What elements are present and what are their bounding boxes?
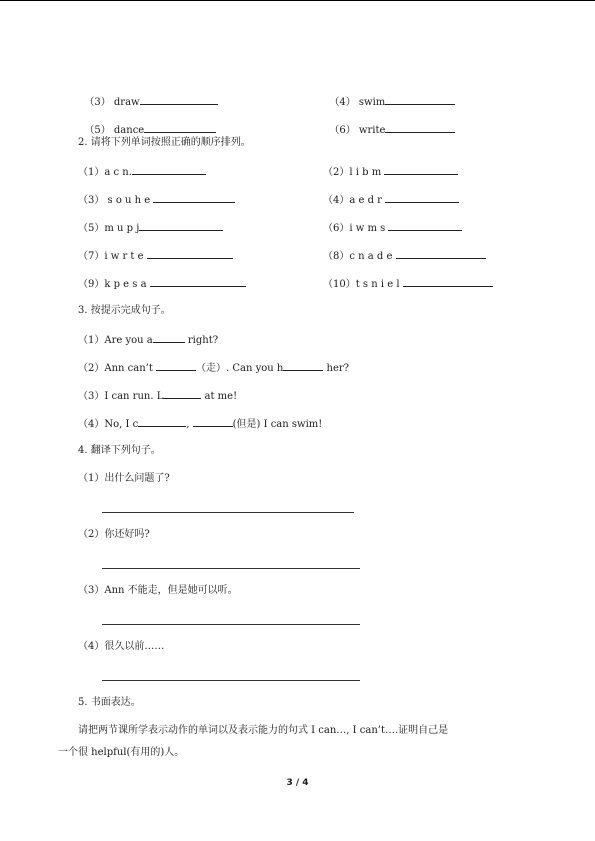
answer-blank[interactable] [138, 416, 186, 427]
question-5-dance [78, 108, 216, 138]
question-label: （10）t s n i e l [323, 279, 400, 290]
translation-prompt-1: （1）出什么问题了? [78, 473, 170, 484]
answer-blank[interactable] [140, 94, 218, 105]
answer-blank[interactable] [144, 122, 216, 133]
sentence-2 [78, 360, 349, 376]
sentence-text: （4）No, I c [78, 419, 139, 430]
sentence-3 [78, 388, 237, 404]
answer-blank[interactable] [385, 192, 459, 203]
writing-instruction-line-1: 请把两节课所学表示动作的单词以及表示能力的句式 I can…, I can’t….证明自己是 [78, 725, 449, 736]
answer-blank[interactable] [385, 94, 455, 105]
sentence-text: at me! [201, 391, 238, 402]
scramble-item [78, 248, 233, 264]
translation-prompt-2: （2）你还好吗? [78, 529, 150, 540]
question-label: （6） write [329, 125, 386, 136]
answer-blank[interactable] [132, 164, 206, 175]
sentence-text: right? [184, 335, 219, 346]
scramble-item [323, 220, 462, 236]
answer-blank[interactable] [153, 332, 185, 343]
answer-blank[interactable] [153, 192, 235, 203]
sentence-1 [78, 332, 218, 348]
scramble-item [78, 220, 223, 236]
question-label: （2）l i b m [323, 167, 382, 178]
question-label: （8）c n a d e [323, 251, 393, 262]
section-5-title: 5. 书面表达。 [78, 697, 141, 708]
answer-line-4[interactable] [102, 680, 360, 681]
answer-blank[interactable] [384, 164, 458, 175]
sentence-text: (但是) I can swim! [232, 419, 323, 430]
answer-blank[interactable] [156, 360, 196, 371]
answer-line-3[interactable] [102, 624, 360, 625]
translation-prompt-3: （3）Ann 不能走，但是她可以听。 [78, 585, 238, 596]
sentence-text: （走）. Can you h [196, 363, 284, 374]
scramble-item [78, 192, 235, 208]
question-label: （5）m u p j [78, 223, 140, 234]
sentence-text: （3）I can run. L [78, 391, 164, 402]
answer-blank[interactable] [139, 220, 223, 231]
writing-instruction-line-2: 一个很 helpful(有用的)人。 [58, 747, 185, 758]
question-label: （5） dance [84, 125, 145, 136]
question-label: （6）i w m s [323, 223, 386, 234]
answer-line-1[interactable] [102, 512, 354, 513]
page-number: 3 / 4 [286, 778, 309, 788]
question-label: （1）a c n. [78, 167, 132, 178]
page-top-border [0, 0, 595, 1]
sentence-4 [78, 416, 322, 432]
answer-blank[interactable] [385, 122, 455, 133]
sentence-text: her? [323, 363, 350, 374]
answer-blank[interactable] [147, 248, 233, 259]
question-label: （9）k p e s a [78, 279, 147, 290]
scramble-item [323, 164, 458, 180]
scramble-item [323, 276, 493, 292]
sentence-text: （1）Are you a [78, 335, 153, 346]
section-3-title: 3. 按提示完成句子。 [78, 305, 171, 316]
sentence-text: （2）Ann can’t [78, 363, 157, 374]
scramble-item [323, 192, 459, 208]
answer-blank[interactable] [283, 360, 323, 371]
answer-blank[interactable] [193, 416, 233, 427]
translation-prompt-4: （4）很久以前…… [78, 641, 165, 652]
answer-line-2[interactable] [102, 568, 360, 569]
question-4-swim [323, 80, 455, 110]
question-3-draw [78, 80, 218, 110]
scramble-item [78, 164, 206, 180]
question-label: （4） swim [329, 97, 386, 108]
section-2-title: 2. 请将下列单词按照正确的顺序排列。 [78, 137, 251, 148]
scramble-item [78, 276, 246, 292]
answer-blank[interactable] [163, 388, 201, 399]
question-label: （7）i w r t e [78, 251, 144, 262]
answer-blank[interactable] [403, 276, 493, 287]
answer-blank[interactable] [388, 220, 462, 231]
answer-blank[interactable] [396, 248, 486, 259]
answer-blank[interactable] [150, 276, 246, 287]
question-6-write [323, 108, 455, 138]
question-label: （3） draw [84, 97, 140, 108]
question-label: （4）a e d r [323, 195, 382, 206]
scramble-item [323, 248, 486, 264]
sentence-text: , [186, 419, 193, 430]
section-4-title: 4. 翻译下列句子。 [78, 445, 161, 456]
question-label: （3） s o u h e [78, 195, 151, 206]
